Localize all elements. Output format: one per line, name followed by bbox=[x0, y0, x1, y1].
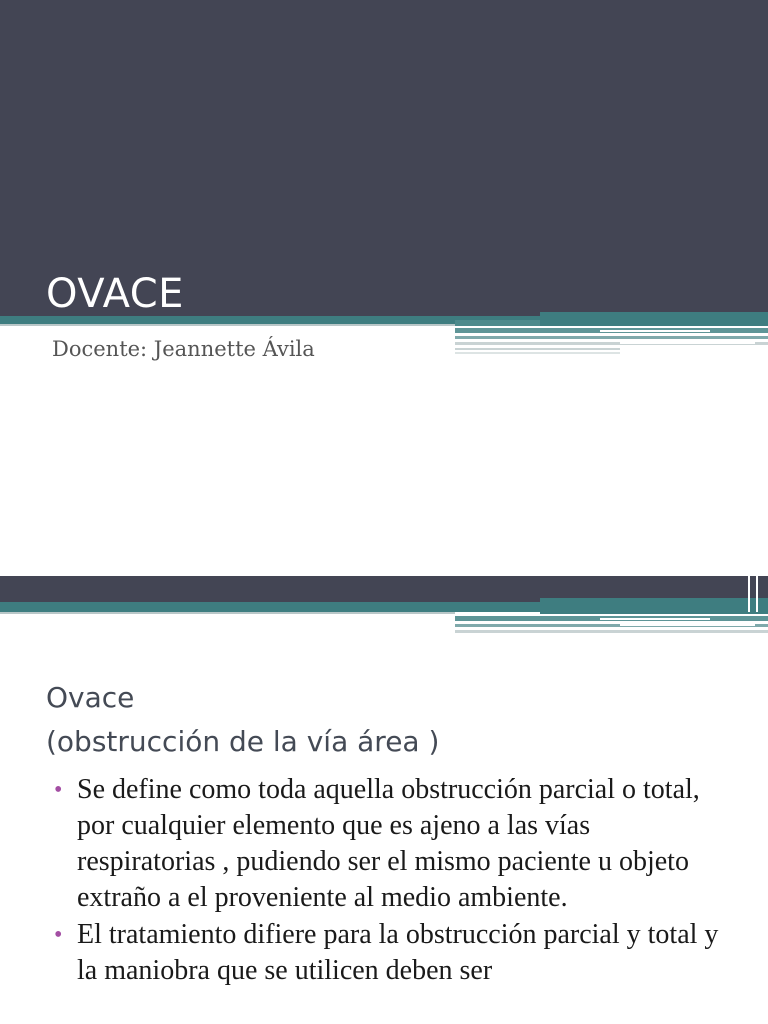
accent-line bbox=[748, 576, 750, 612]
accent-line bbox=[455, 630, 768, 633]
list-item bbox=[50, 772, 730, 916]
accent-line bbox=[620, 624, 755, 626]
bullet-icon: • bbox=[54, 777, 63, 803]
accent-line bbox=[455, 336, 768, 339]
accent-line bbox=[600, 618, 710, 620]
bullet-text: El tratamiento difiere para la obstrucción parcial y total y la maniobra que se utilicen deben ser bbox=[77, 919, 719, 986]
accent-line bbox=[455, 348, 620, 350]
title-line-1: Ovace bbox=[46, 681, 135, 714]
slide-title: OVACE bbox=[46, 271, 184, 317]
bullet-icon: • bbox=[54, 922, 63, 948]
bullet-list bbox=[50, 772, 730, 990]
title-line-2: (obstrucción de la vía área ) bbox=[46, 725, 440, 758]
accent-line bbox=[0, 324, 455, 326]
accent-line bbox=[620, 342, 755, 344]
slide-title bbox=[46, 676, 439, 764]
accent-line bbox=[455, 320, 540, 326]
bullet-text: Se define como toda aquella obstrucción parcial o total, por cualquier elemento que es ajeno a las vías respiratorias , pudiendo ser el mismo paciente u objeto extraño a el proveniente al medio ambiente. bbox=[77, 774, 700, 913]
accent-line bbox=[600, 330, 710, 332]
accent-line bbox=[455, 352, 620, 354]
teal-accent-block bbox=[540, 312, 768, 326]
content-slide bbox=[0, 576, 768, 1024]
list-item bbox=[50, 917, 730, 989]
accent-line bbox=[0, 612, 455, 614]
slide-subtitle: Docente: Jeannette Ávila bbox=[52, 337, 315, 361]
accent-line bbox=[756, 576, 758, 612]
teal-accent-block bbox=[540, 598, 768, 614]
teal-accent-strip bbox=[0, 602, 540, 612]
